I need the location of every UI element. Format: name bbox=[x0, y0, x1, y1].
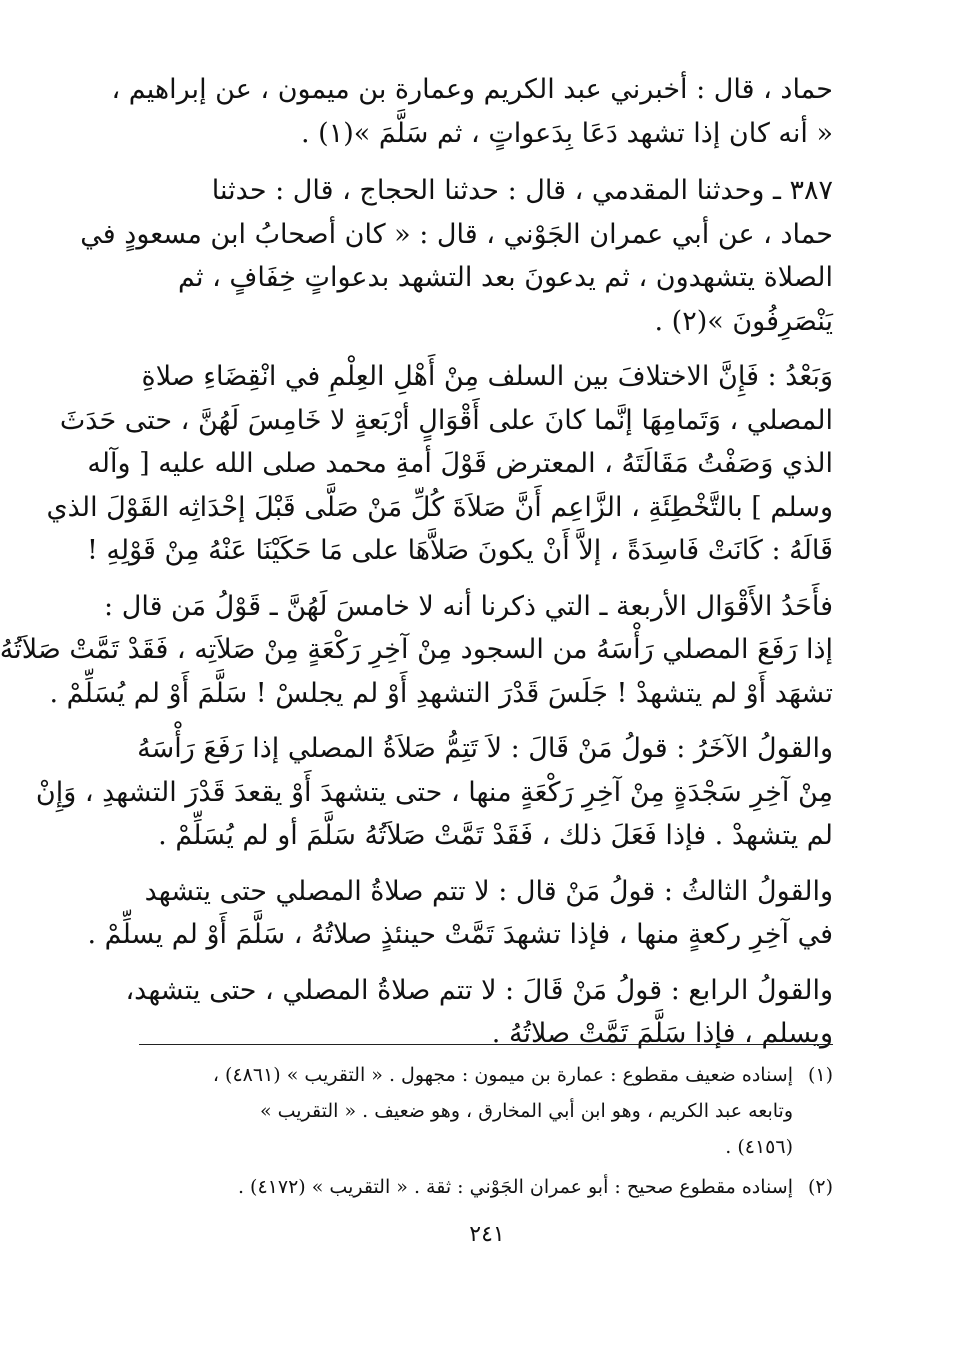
text-line: مِنْ آخِرِ سَجْدَةٍ مِنْ آخِرِ رَكْعَةٍ منها ، حتى يتشهدَ أَوْ يقعدَ قَدْرَ التشهدِ ، وَإِنْ bbox=[35, 776, 833, 808]
paragraph-wabadu bbox=[46, 355, 833, 573]
paragraph-first-opinion bbox=[0, 585, 833, 716]
footnote-line: إسناده مقطوع صحيح : أبو عمران الجَوْني : ثقة . « التقريب » (٤١٧٢) . bbox=[237, 1176, 793, 1198]
text-line: لم يتشهدْ . فإذا فَعَلَ ذلك ، فَقَدْ تَمَّتْ صَلاَتُهُ سَلَّمَ أو لم يُسَلِّمْ . bbox=[158, 820, 833, 851]
text-line: وَبَعْدُ : فَإِنَّ الاختلافَ بين السلف مِنْ أَهْلِ العِلْمِ في انْقِضَاءِ صلاةِ bbox=[141, 361, 833, 392]
footnote-line: (٤١٥٦) . bbox=[725, 1136, 793, 1158]
text-line: وسلم ] بالتَّخْطِئَةِ ، الزَّاعِم أَنَّ صَلاَةَ كُلِّ مَنْ صَلَّى قَبْلَ إحْدَاثِه القَوْلَ الذي bbox=[46, 491, 833, 523]
paragraph-387 bbox=[80, 169, 833, 343]
text-line: والقولُ الآخَرُ : قولُ مَنْ قَالَ : لاَ تَتِمُّ صَلاَةُ المصلي إذا رَفَعَ رَأْسَهُ bbox=[137, 733, 833, 764]
main-text bbox=[0, 68, 833, 1068]
text-line: الصلاة يتشهدون ، ثم يدعونَ بعد التشهد بدعواتٍ خِفَافٍ ، ثم bbox=[178, 262, 833, 293]
paragraph-isnad-ibrahim bbox=[111, 68, 833, 155]
text-line: حماد ، قال : أخبرني عبد الكريم وعمارة بن ميمون ، عن إبراهيم ، bbox=[111, 74, 833, 105]
text-line: فأَحَدُ الأَقْوَال الأربعة ـ التي ذكرنا أنه لا خامسَ لَهُنَّ ـ قَوْلُ مَن قال : bbox=[104, 590, 833, 622]
text-line: إذا رَفَعَ المصلي رَأْسَهُ من السجود مِنْ آخِرِ رَكْعَةٍ مِنْ صَلاَتِه ، فَقَدْ تَمَّتْ صَلاَتُهُ bbox=[0, 634, 833, 665]
text-line: ويسلم ، فإذا سَلَّمَ تَمَّتْ صلاتُهُ . bbox=[491, 1018, 833, 1049]
footnote-line: إسناده ضعيف مقطوع : عمارة بن ميمون : مجهول . « التقريب » (٤٨٦١) ، bbox=[212, 1064, 793, 1086]
page-number: ٢٤١ bbox=[469, 1222, 505, 1247]
text-line: تشهَد أَوْ لم يتشهدْ ! جَلَسَ قَدْرَ التشهدِ أَوْ لم يجلسْ ! سَلَّمَ أَوْ لم يُسَلِّمْ . bbox=[49, 677, 833, 709]
text-line: الذي وَصَفْتُ مَقَالَتَهُ ، المعترض قَوْلَ أمةِ محمد صلى الله عليه [ وآله bbox=[87, 448, 833, 479]
paragraph-second-opinion bbox=[35, 727, 833, 858]
paragraph-third-opinion bbox=[87, 870, 833, 957]
footnote-2 bbox=[139, 1169, 833, 1205]
text-line: في آخِرِ ركعةٍ منها ، فإذا تشهدَ تَمَّتْ حينئذٍ صلاتُهُ ، سَلَّمَ أَوْ لم يسلِّمْ . bbox=[87, 919, 833, 950]
footnote-1 bbox=[139, 1057, 833, 1165]
text-line: قَالَهُ : كَانَتْ فَاسِدَةً ، إلاَّ أَنْ يكونَ صَلاَّهَا على مَا حَكَيْنَا عَنْهُ مِنْ قَوْلِهِ ! bbox=[86, 535, 833, 566]
footnote-line: وتابعه عبد الكريم ، وهو ابن أبي المخارق ، وهو ضعيف . « التقريب » bbox=[259, 1100, 793, 1122]
text-line: يَنْصَرِفُونَ »(٢) . bbox=[654, 305, 833, 337]
footnote-body bbox=[139, 1169, 793, 1205]
text-line: حماد ، عن أبي عمران الجَوْني ، قال : « كان أصحابُ ابن مسعودٍ في bbox=[80, 218, 833, 250]
footnote-body bbox=[139, 1057, 793, 1165]
footnote-number: (١) bbox=[807, 1064, 833, 1086]
footnotes bbox=[139, 1044, 833, 1209]
text-line: ٣٨٧ ـ وحدثنا المقدمي ، قال : حدثنا الحجاج ، قال : حدثنا bbox=[211, 175, 833, 206]
text-line: المصلي ، وَتَمامِهَا إنَّما كانَ على أَقْوَالٍ أرْبَعةٍ لا خَامِسَ لَهُنَّ ، حتى حَدَثَ bbox=[59, 404, 833, 436]
text-line: « أنه كان إذا تشهد دَعَا بِدَعواتٍ ، ثم سَلَّمَ »(١) . bbox=[300, 117, 833, 149]
text-line: والقولُ الثالثُ : قولُ مَنْ قال : لا تتم صلاةُ المصلي حتى يتشهد bbox=[144, 875, 833, 907]
text-line: والقولُ الرابع : قولُ مَنْ قَالَ : لا تتم صلاةُ المصلي ، حتى يتشهد، bbox=[125, 974, 833, 1006]
paragraph-fourth-opinion bbox=[125, 969, 833, 1056]
footnote-number: (٢) bbox=[807, 1176, 833, 1198]
